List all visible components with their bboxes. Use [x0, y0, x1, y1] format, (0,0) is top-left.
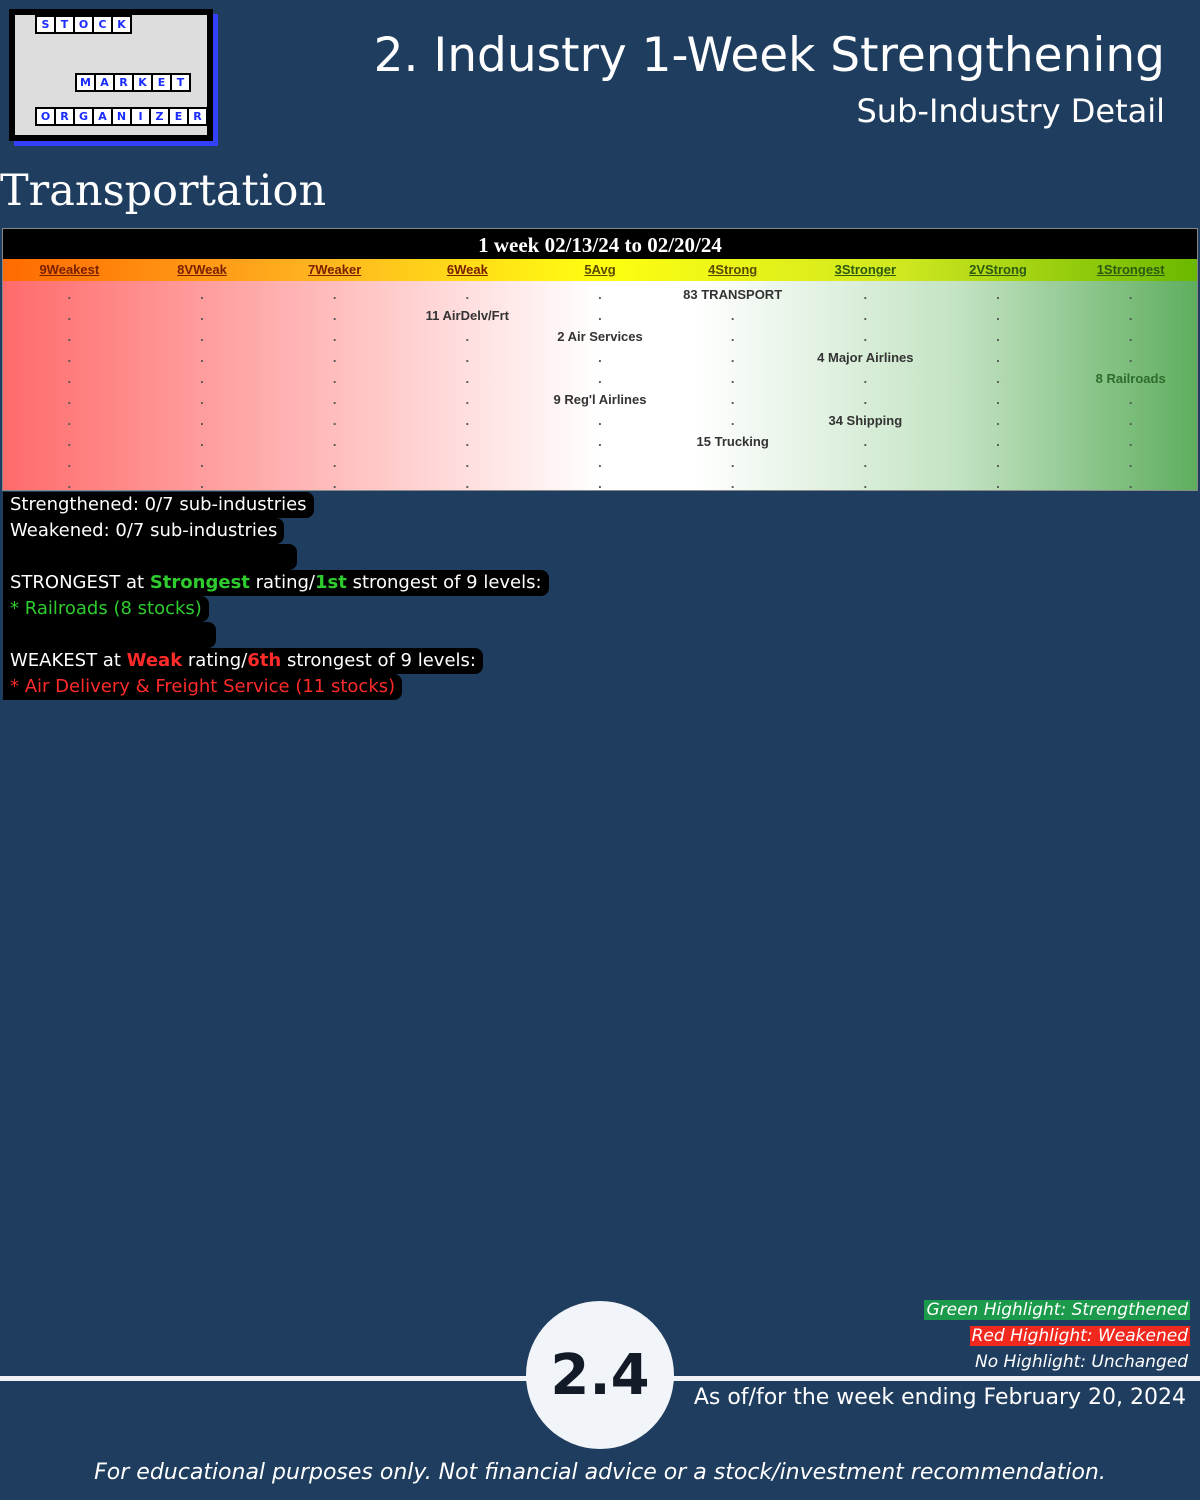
- empty-cell: .: [996, 455, 1000, 470]
- sub-industry-label: 2 Air Services: [557, 329, 643, 344]
- table-row: [3, 284, 1197, 305]
- empty-cell: .: [332, 455, 337, 470]
- weakest-heading: [3, 648, 483, 674]
- empty-cell: .: [730, 392, 735, 407]
- empty-cell: .: [332, 392, 337, 407]
- empty-cell: .: [730, 413, 735, 428]
- empty-cell: .: [465, 413, 470, 428]
- legend-none: No Highlight: Unchanged: [975, 1352, 1188, 1372]
- empty-cell: .: [465, 434, 470, 449]
- empty-cell: .: [200, 455, 204, 470]
- empty-cell: .: [1128, 329, 1133, 344]
- table-row: [3, 389, 1197, 410]
- empty-cell: .: [1128, 287, 1133, 302]
- logo-word: [35, 107, 208, 126]
- empty-cell: .: [996, 434, 1000, 449]
- empty-cell: .: [1128, 413, 1133, 428]
- empty-cell: .: [598, 476, 602, 491]
- text: rating/: [249, 572, 315, 593]
- table-row: [3, 368, 1197, 389]
- empty-cell: .: [598, 434, 602, 449]
- empty-cell: .: [332, 413, 337, 428]
- empty-cell: .: [67, 455, 72, 470]
- page-title: 2. Industry 1-Week Strengthening: [373, 28, 1165, 83]
- empty-cell: .: [465, 392, 470, 407]
- logo-letter: Z: [151, 109, 168, 124]
- empty-cell: .: [465, 329, 470, 344]
- column-header-1strongest[interactable]: 1Strongest: [1096, 262, 1165, 277]
- text: rating/: [182, 650, 248, 671]
- empty-cell: .: [67, 413, 72, 428]
- empty-cell: .: [730, 371, 735, 386]
- spacer: [3, 622, 216, 648]
- empty-cell: .: [863, 476, 868, 491]
- highlight-legend: [924, 1297, 1190, 1375]
- weakest-item: * Air Delivery & Freight Service (11 stocks): [3, 674, 402, 700]
- logo-letter: M: [77, 75, 94, 90]
- logo-letter: G: [75, 109, 92, 124]
- empty-cell: .: [67, 287, 72, 302]
- empty-cell: .: [863, 392, 868, 407]
- weakest-rating: Weak: [126, 650, 183, 671]
- strengthened-count: Strengthened: 0/7 sub-industries: [3, 492, 314, 518]
- empty-cell: .: [67, 392, 72, 407]
- empty-cell: .: [996, 371, 1000, 386]
- empty-cell: .: [332, 308, 337, 323]
- empty-cell: .: [332, 476, 337, 491]
- text: WEAKEST at: [10, 650, 127, 671]
- strongest-rating: Strongest: [149, 572, 250, 593]
- empty-cell: .: [67, 371, 72, 386]
- column-header-7weaker[interactable]: 7Weaker: [308, 262, 362, 277]
- stock-market-organizer-logo: [9, 9, 213, 141]
- empty-cell: .: [200, 308, 204, 323]
- logo-letter: S: [37, 17, 54, 32]
- empty-cell: .: [730, 476, 735, 491]
- logo-letter: E: [170, 109, 187, 124]
- column-header-6weak[interactable]: 6Weak: [446, 262, 488, 277]
- empty-cell: .: [465, 350, 470, 365]
- logo-letter: C: [94, 17, 111, 32]
- empty-cell: .: [1128, 455, 1133, 470]
- empty-cell: .: [863, 287, 868, 302]
- industry-name: Transportation: [0, 166, 327, 216]
- empty-cell: .: [200, 476, 204, 491]
- empty-cell: .: [996, 476, 1000, 491]
- empty-cell: .: [1128, 350, 1133, 365]
- column-header-3stronger[interactable]: 3Stronger: [834, 262, 897, 277]
- empty-cell: .: [598, 350, 602, 365]
- empty-cell: .: [67, 350, 72, 365]
- table-row: [3, 305, 1197, 326]
- empty-cell: .: [332, 371, 337, 386]
- logo-word: [75, 73, 191, 92]
- logo-letter: O: [37, 109, 54, 124]
- weakest-rank: 6th: [247, 650, 282, 671]
- empty-cell: .: [332, 287, 337, 302]
- text: strongest of 9 levels:: [281, 650, 476, 671]
- logo-letter: I: [132, 109, 149, 124]
- empty-cell: .: [996, 413, 1000, 428]
- empty-cell: .: [598, 371, 602, 386]
- logo-word: [35, 15, 132, 34]
- logo-letter: N: [113, 109, 130, 124]
- sub-industry-label: 15 Trucking: [696, 434, 769, 449]
- empty-cell: .: [67, 308, 72, 323]
- rating-table: [2, 228, 1198, 491]
- empty-cell: .: [996, 350, 1000, 365]
- sub-industry-label: 9 Reg'l Airlines: [553, 392, 647, 407]
- empty-cell: .: [200, 287, 204, 302]
- strongest-rank: 1st: [315, 572, 347, 593]
- empty-cell: .: [730, 308, 735, 323]
- table-row: [3, 410, 1197, 431]
- sub-industry-label: 34 Shipping: [828, 413, 903, 428]
- empty-cell: .: [200, 329, 204, 344]
- empty-cell: .: [996, 308, 1000, 323]
- strongest-item: * Railroads (8 stocks): [3, 596, 209, 622]
- logo-letter: K: [134, 75, 151, 90]
- empty-cell: .: [996, 392, 1000, 407]
- empty-cell: .: [332, 350, 337, 365]
- empty-cell: .: [598, 455, 602, 470]
- empty-cell: .: [730, 350, 735, 365]
- empty-cell: .: [465, 287, 470, 302]
- empty-cell: .: [996, 329, 1000, 344]
- logo-letter: O: [75, 17, 92, 32]
- empty-cell: .: [465, 455, 470, 470]
- sub-industry-label: 8 Railroads: [1095, 371, 1166, 386]
- logo-letter: A: [96, 75, 113, 90]
- page-number-badge: 2.4: [526, 1301, 674, 1449]
- empty-cell: .: [598, 308, 602, 323]
- table-title: 1 week 02/13/24 to 02/20/24: [3, 229, 1197, 259]
- empty-cell: .: [67, 434, 72, 449]
- empty-cell: .: [1128, 392, 1133, 407]
- logo-letter: K: [113, 17, 130, 32]
- summary-panel: [3, 492, 549, 700]
- empty-cell: .: [67, 476, 72, 491]
- empty-cell: .: [1128, 308, 1133, 323]
- empty-cell: .: [332, 434, 337, 449]
- legend-red: Red Highlight: Weakened: [971, 1326, 1188, 1346]
- empty-cell: .: [598, 413, 602, 428]
- empty-cell: .: [465, 371, 470, 386]
- logo-letter: A: [94, 109, 111, 124]
- disclaimer: For educational purposes only. Not financial advice or a stock/investment recommendation.: [94, 1460, 1106, 1485]
- sub-industry-label: 4 Major Airlines: [817, 350, 914, 365]
- strongest-heading: [3, 570, 549, 596]
- table-row: [3, 347, 1197, 368]
- logo-letter: R: [56, 109, 73, 124]
- logo-letter: R: [115, 75, 132, 90]
- text: strongest of 9 levels:: [346, 572, 542, 593]
- empty-cell: .: [730, 329, 735, 344]
- empty-cell: .: [465, 476, 470, 491]
- empty-cell: .: [863, 329, 868, 344]
- logo-letter: R: [189, 109, 206, 124]
- logo-letter: T: [172, 75, 189, 90]
- table-row: [3, 452, 1197, 473]
- empty-cell: .: [863, 308, 868, 323]
- spacer: [3, 544, 297, 570]
- empty-cell: .: [598, 287, 602, 302]
- empty-cell: .: [332, 329, 337, 344]
- column-headers: [3, 259, 1197, 281]
- column-header-5avg[interactable]: 5Avg: [584, 262, 616, 277]
- page-subtitle: Sub-Industry Detail: [856, 92, 1165, 130]
- empty-cell: .: [200, 350, 204, 365]
- empty-cell: .: [863, 434, 868, 449]
- table-body: [3, 281, 1197, 490]
- column-header-8vweak[interactable]: 8VWeak: [177, 262, 227, 277]
- empty-cell: .: [200, 413, 204, 428]
- empty-cell: .: [863, 371, 868, 386]
- column-header-2vstrong[interactable]: 2VStrong: [969, 262, 1027, 277]
- sub-industry-label: 83 TRANSPORT: [683, 287, 783, 302]
- logo-letter: E: [153, 75, 170, 90]
- logo-letter: T: [56, 17, 73, 32]
- as-of-date: As of/for the week ending February 20, 2024: [693, 1385, 1186, 1410]
- empty-cell: .: [200, 392, 204, 407]
- empty-cell: .: [1128, 476, 1133, 491]
- column-header-9weakest[interactable]: 9Weakest: [39, 262, 100, 277]
- table-row: [3, 473, 1197, 494]
- empty-cell: .: [1128, 434, 1133, 449]
- sub-industry-label: 11 AirDelv/Frt: [425, 308, 509, 323]
- column-header-4strong[interactable]: 4Strong: [708, 262, 758, 277]
- legend-green: Green Highlight: Strengthened: [926, 1300, 1188, 1320]
- empty-cell: .: [67, 329, 72, 344]
- empty-cell: .: [730, 455, 735, 470]
- empty-cell: .: [996, 287, 1000, 302]
- table-row: [3, 326, 1197, 347]
- empty-cell: .: [200, 434, 204, 449]
- empty-cell: .: [200, 371, 204, 386]
- table-row: [3, 431, 1197, 452]
- text: STRONGEST at: [10, 572, 150, 593]
- weakened-count: Weakened: 0/7 sub-industries: [3, 518, 284, 544]
- empty-cell: .: [863, 455, 868, 470]
